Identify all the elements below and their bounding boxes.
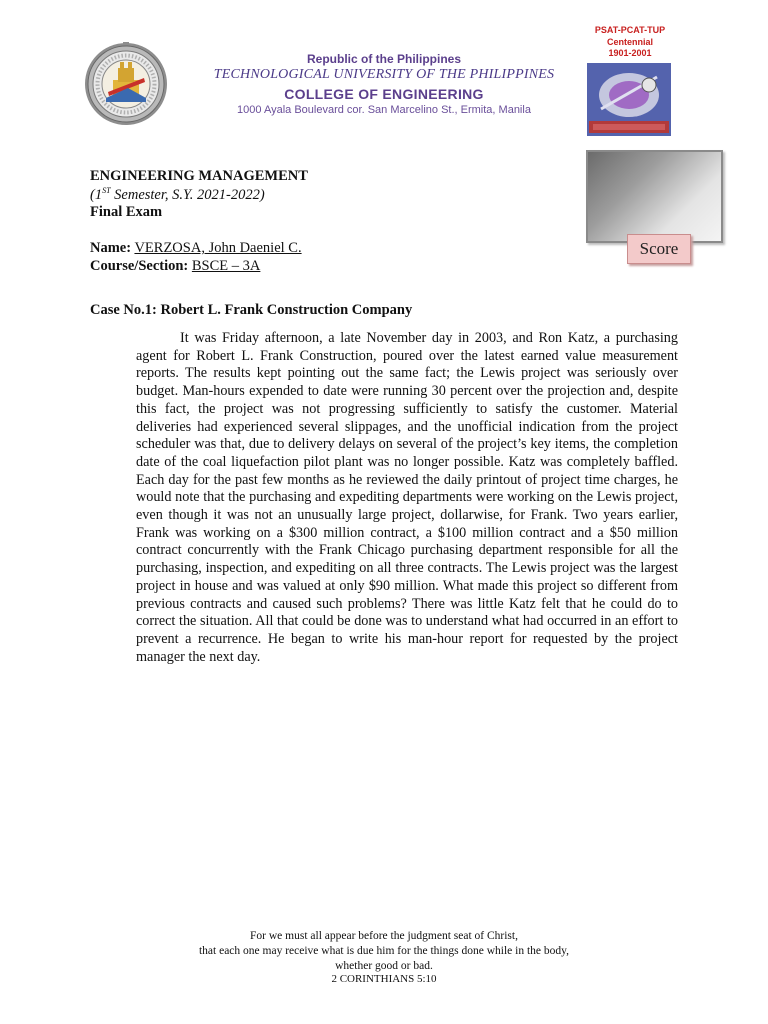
university-name: TECHNOLOGICAL UNIVERSITY OF THE PHILIPPINES <box>213 67 555 82</box>
college-name: COLLEGE OF ENGINEERING <box>284 86 484 102</box>
score-label: Score <box>627 234 691 264</box>
university-seal-icon <box>84 42 168 126</box>
semester-superscript: ST <box>102 186 111 195</box>
name-value: VERZOSA, John Daeniel C. <box>134 240 302 256</box>
university-address: 1000 Ayala Boulevard cor. San Marcelino St., Ermita, Manila <box>237 104 531 116</box>
score-box <box>586 150 723 243</box>
section-label: Course/Section: <box>90 258 189 274</box>
name-line <box>90 240 302 257</box>
centennial-logo-icon <box>587 63 671 136</box>
semester-open: (1 <box>90 187 103 203</box>
footer-verse-line-1: For we must all appear before the judgment seat of Christ, <box>250 930 518 942</box>
case-title: Case No.1: Robert L. Frank Construction Company <box>90 302 413 318</box>
semester-rest: Semester, S.Y. 2021-2022) <box>110 187 265 203</box>
semester-line <box>90 186 265 204</box>
centennial-line-3: 1901-2001 <box>608 48 652 58</box>
name-label: Name: <box>90 240 132 256</box>
republic-heading: Republic of the Philippines <box>306 52 461 66</box>
footer-verse-reference: 2 CORINTHIANS 5:10 <box>331 973 437 985</box>
section-value: BSCE – 3A <box>191 258 261 274</box>
centennial-line-1: PSAT-PCAT-TUP <box>594 25 666 35</box>
centennial-line-2: Centennial <box>606 37 653 47</box>
footer-verse-line-3: whether good or bad. <box>335 960 433 972</box>
section-line <box>90 258 260 275</box>
footer-verse-line-2: that each one may receive what is due him for the things done while in the body, <box>198 945 570 957</box>
course-title: ENGINEERING MANAGEMENT <box>90 168 308 184</box>
case-body: It was Friday afternoon, a late November day in 2003, and Ron Katz, a purchasing agent for Robert L. Frank Construction, poured over the latest earned value measurement reports. The results kept pointing out the same fact; the Lewis project was seriously over budget. Man-hours expended to date were running 30 percent over the projection and, despite this fact, the project was not progressing sufficiently to satisfy the customer. Material deliveries had experienced several slippages, and the unofficial indication from the project scheduler was that, due to delivery delays on several of the project’s key items, the completion date of the coal liquefaction pilot plant was no longer possible. Katz was completely baffled. Each day for the past few months as he reviewed the daily printout of project time charges, he would note that the purchasing and expediting departments were working on the Lewis project, even though it was not an unusually large project, dollarwise, for Frank. Two years earlier, Frank was working on a $300 million contract, a $100 million contract and a $50 million contract concurrently with the Frank Chicago purchasing department responsible for all the purchasing, inspection, and expediting on all three contracts. The Lewis project was the largest project in house and was valued at only $90 million. What made this project so different from previous contracts and caused such problems? There was little Katz felt that he could do to correct the situation. All that could be done was to understand what had occurred in an effort to prevent a recurrence. He began to write his man-hour report for requested by the project manager the next day. <box>136 330 678 665</box>
exam-title: Final Exam <box>90 204 163 220</box>
